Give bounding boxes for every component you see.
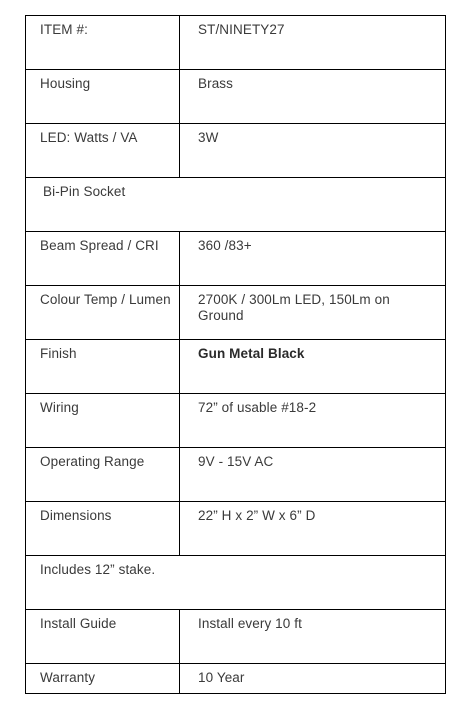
value-install-guide: Install every 10 ft	[180, 610, 446, 664]
row-item-number	[26, 16, 446, 70]
value-wiring: 72” of usable #18-2	[180, 394, 446, 448]
label-housing: Housing	[26, 70, 180, 124]
value-housing: Brass	[180, 70, 446, 124]
row-colour-temp	[26, 286, 446, 340]
label-wiring: Wiring	[26, 394, 180, 448]
value-dimensions: 22” H x 2” W x 6” D	[180, 502, 446, 556]
label-operating-range: Operating Range	[26, 448, 180, 502]
spec-table	[25, 15, 446, 694]
row-dimensions	[26, 502, 446, 556]
row-install-guide	[26, 610, 446, 664]
label-install-guide: Install Guide	[26, 610, 180, 664]
label-beam-spread: Beam Spread / CRI	[26, 232, 180, 286]
value-led-watts: 3W	[180, 124, 446, 178]
label-led-watts: LED: Watts / VA	[26, 124, 180, 178]
row-wiring	[26, 394, 446, 448]
value-item-number: ST/NINETY27	[180, 16, 446, 70]
value-finish: Gun Metal Black	[180, 340, 446, 394]
label-warranty: Warranty	[26, 664, 180, 694]
socket-note: Bi-Pin Socket	[26, 178, 446, 232]
row-operating-range	[26, 448, 446, 502]
label-item-number: ITEM #:	[26, 16, 180, 70]
label-dimensions: Dimensions	[26, 502, 180, 556]
value-warranty: 10 Year	[180, 664, 446, 694]
stake-note: Includes 12” stake.	[26, 556, 446, 610]
row-housing	[26, 70, 446, 124]
value-colour-temp: 2700K / 300Lm LED, 150Lm on Ground	[180, 286, 446, 340]
row-beam-spread	[26, 232, 446, 286]
label-finish: Finish	[26, 340, 180, 394]
row-stake	[26, 556, 446, 610]
value-operating-range: 9V - 15V AC	[180, 448, 446, 502]
row-warranty	[26, 664, 446, 694]
row-led-watts	[26, 124, 446, 178]
value-beam-spread: 360 /83+	[180, 232, 446, 286]
row-finish	[26, 340, 446, 394]
row-socket	[26, 178, 446, 232]
label-colour-temp: Colour Temp / Lumen	[26, 286, 180, 340]
